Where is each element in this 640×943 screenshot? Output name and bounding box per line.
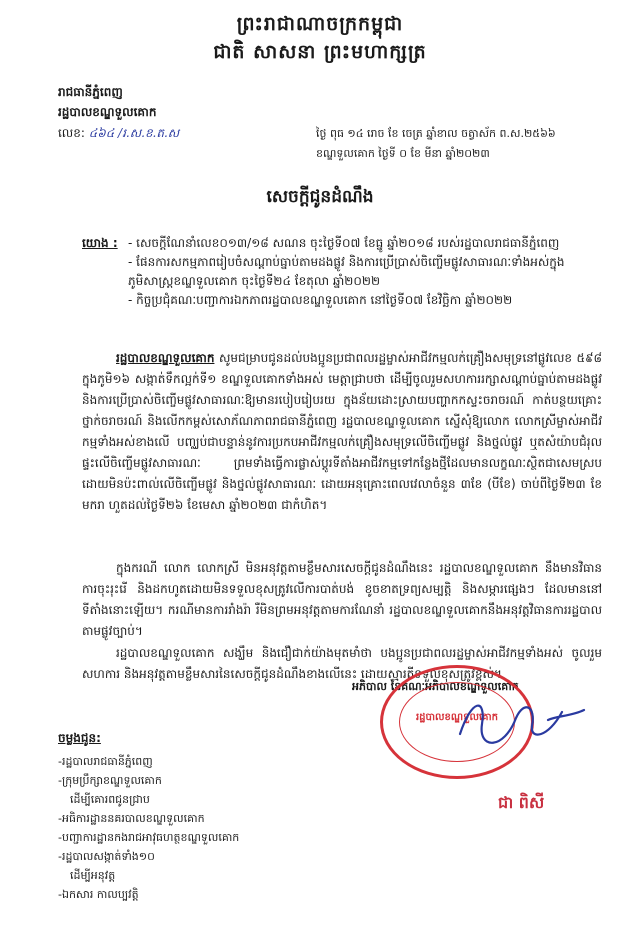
kingdom-heading: ព្រះរាជាណាចក្រកម្ពុជា	[236, 13, 404, 35]
seal-text: រដ្ឋបាលខណ្ឌទួលគោក	[415, 712, 499, 723]
recipient-item: -ឯកសារ កាលប្បវត្តិ	[58, 888, 139, 901]
handwritten-signature	[452, 690, 592, 760]
reference-label: លេខ:	[58, 126, 85, 140]
paragraph-text: សូមជម្រាបជូនដល់បងប្អូនប្រជាពលរដ្ឋម្ចាស់អាជីវកម្មលក់គ្រឿងសមុទ្រនៅផ្លូវលេខ ៥៩៨ ក្នុងភូមិ១៦ សង្កាត់ទឹកល្អក់ទី១ ខណ្ឌទួលគោកទាំងអស់ មេត្តាជ្រាបថា ដើម្បីចូលរួមសហការរក្សាសណ្តាប់ធ្នាប់តាមដងផ្លូវ និងការប្រើប្រាស់ចិញ្ចើមផ្លូវសាធារណៈឱ្យមានរបៀបរៀបរយ ក្នុងន័យដោះស្រាយបញ្ហាកកស្ទះចរាចរណ៍ កាត់បន្ថយគ្រោះថ្នាក់ចរាចរណ៍ និងលើកកម្ពស់សោភ័ណភាពរាជធានីភ្នំពេញ រដ្ឋបាលខណ្ឌទួលគោក ស្នើសុំឱ្យលោក លោកស្រីម្ចាស់អាជីវកម្មទាំងអស់ខាងលើ បញ្ឈប់ជាបន្ទាន់នូវការប្រកបអាជីវកម្មលក់គ្រឿងសមុទ្រលើចិញ្ចើមផ្លូវ និងថ្នល់ផ្លូវ ឬតសំយ៉ាបជំរុលផ្ទះលើចិញ្ចើមផ្លូវសាធារណៈ ព្រមទាំងធ្វើការផ្លាស់ប្តូរទីតាំងអាជីវកម្មទៅកន្លែងថ្មីដែលមានលក្ខណៈស្ថិតជាសេមស្រប ដោយមិនប៉ះពាល់លើចិញ្ចើមផ្លូវ និងថ្នល់ផ្លូវសាធារណៈ ដោយអនុគ្រោះពេលវេលាចំនួន ៣ខែ (បីខែ) ចាប់ពីថ្ងៃទី២៣ ខែមករា ហួតដល់ថ្ងៃទី២៦ ខែមេសា ឆ្នាំ២០២៣ ជាកំហិត។	[82, 351, 602, 512]
recipients-label: ចម្លងជូន:	[58, 731, 101, 745]
solar-date: ខណ្ឌទួលគោក ថ្ងៃទី ០ ខែ មីនា ឆ្នាំ២០២៣	[316, 147, 490, 160]
reference-item: - ផែនការសកម្មភាពរៀបចំសណ្តាប់ធ្នាប់តាមដងផ្លូវ និងការប្រើប្រាស់ចិញ្ចើមផ្លូវសាធារណៈទាំងអស់ក្នុងភូមិសាស្ត្រខណ្ឌទួលគោក ចុះថ្ងៃទី២៤ ខែតុលា ឆ្នាំ២០២២	[128, 255, 565, 288]
signatory-title: អភិបាល នៃគណៈអភិបាលខណ្ឌទួលគោក	[352, 680, 519, 693]
reference-value: ៤៦៤ /រ.ស.ខ.ត.ស	[88, 126, 180, 140]
document-title: សេចក្តីជូនដំណឹង	[266, 187, 374, 207]
recipient-note: ដើម្បីអនុវត្ត	[70, 869, 116, 882]
reference-list	[128, 234, 598, 310]
recipient-item: -រដ្ឋបាលរាជធានីភ្នំពេញ	[58, 755, 153, 768]
issuer-line-2: រដ្ឋបាលខណ្ឌទួលគោក	[58, 105, 157, 119]
reference-item: - កិច្ចប្រជុំគណៈបញ្ជាការឯកភាពរដ្ឋបាលខណ្ឌទួលគោក នៅថ្ងៃទី០៧ ខែវិច្ឆិកា ឆ្នាំ២០២២	[128, 293, 513, 307]
lunar-date: ថ្ងៃ ពុធ ១៤ រោច ខែ ចេត្រ ឆ្នាំខាល ចត្វាស័ក ព.ស.២៥៦៦	[316, 127, 556, 140]
reference-number	[58, 125, 179, 143]
paragraph-lead: រដ្ឋបាលខណ្ឌទួលគោក	[116, 351, 215, 365]
motto-heading: ជាតិ សាសនា ព្រះមហាក្សត្រ	[213, 41, 427, 63]
body-paragraph-3	[82, 643, 602, 685]
references-label: យោង :	[82, 236, 118, 250]
paragraph-text: រដ្ឋបាលខណ្ឌទួលគោក សង្ឃឹម និងជឿជាក់យ៉ាងមុតមាំថា បងប្អូនប្រជាពលរដ្ឋម្ចាស់អាជីវកម្មទាំងអស់ ចូលរួមសហការ និងអនុវត្តតាមខ្លឹមសារនៃសេចក្តីជូនដំណឹងខាងលើនេះ ដោយស្មារតីទទួលខុសត្រូវខ្ពស់។	[82, 646, 602, 681]
recipient-item: -បញ្ជាការដ្ឋានកងរាជអាវុធហត្ថខណ្ឌទួលគោក	[58, 831, 240, 844]
body-paragraph-2	[82, 558, 602, 642]
recipient-list	[58, 752, 318, 904]
body-paragraph-1	[82, 348, 602, 516]
recipient-item: -អធិការដ្ឋាននគរបាលខណ្ឌទួលគោក	[58, 812, 205, 825]
issuer-line-1: រាជធានីភ្នំពេញ	[58, 85, 123, 99]
recipient-item: -រដ្ឋបាលសង្កាត់ទាំង១០	[58, 850, 155, 863]
recipient-note: ដើម្បីគោរពជូនជ្រាប	[70, 793, 150, 806]
signatory-name: ជា ពិសី	[498, 793, 545, 812]
paragraph-text: ក្នុងករណី លោក លោកស្រី មិនអនុវត្តតាមខ្លឹមសារសេចក្តីជូនដំណឹងនេះ រដ្ឋបាលខណ្ឌទួលគោក នឹងមានវិធានការចុះរុះរើ និងដកហូតដោយមិនទទួលខុសត្រូវលើការបាត់បង់ ខូចខាតទ្រព្យសម្បត្តិ និងសម្ភារផ្សេងៗ ដែលមាននៅទីតាំងនោះឡើយ។ ករណីមានការរាំងរ៉ា រឺមិនព្រមអនុវត្តតាមការណែនាំ រដ្ឋបាលខណ្ឌទួលគោកនឹងអនុវត្តវិធានការរដ្ឋបាលតាមផ្លូវច្បាប់។	[82, 561, 602, 638]
recipient-item: -ក្រុមប្រឹក្សាខណ្ឌទួលគោក	[58, 774, 162, 787]
reference-item: - សេចក្តីណែនាំលេខ០១៣/១៨ សណន ចុះថ្ងៃទី០៧ ខែធ្នូ ឆ្នាំ២០១៨ របស់រដ្ឋបាលរាជធានីភ្នំពេញ	[128, 236, 560, 250]
